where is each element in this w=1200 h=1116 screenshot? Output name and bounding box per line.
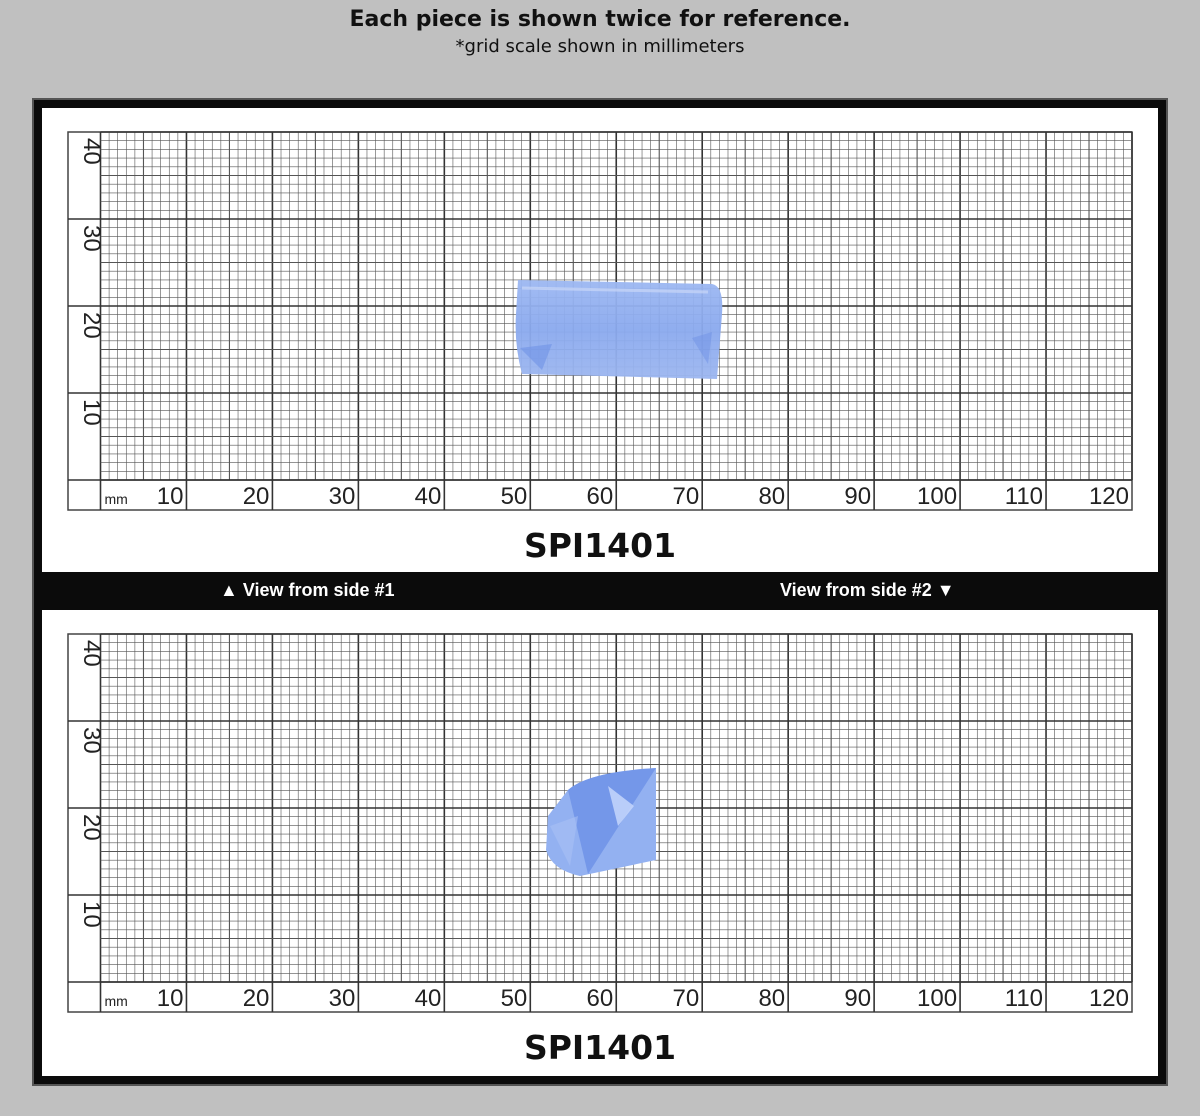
- x-tick-label: 30: [328, 483, 356, 510]
- x-tick-label: 80: [758, 985, 786, 1012]
- x-tick-label: 70: [672, 483, 700, 510]
- x-tick-label: 70: [672, 985, 700, 1012]
- x-tick-label: 90: [844, 483, 872, 510]
- page-title: Each piece is shown twice for reference.: [349, 7, 851, 32]
- x-tick-label: 90: [844, 985, 872, 1012]
- sku-label: SPI1401: [523, 1028, 677, 1067]
- x-tick-label: 40: [414, 483, 442, 510]
- y-tick-label: 20: [78, 312, 105, 339]
- y-tick-label: 10: [78, 901, 105, 928]
- x-tick-label: 10: [156, 985, 184, 1012]
- view-side-1-label: ▲ View from side #1: [220, 580, 395, 600]
- gem-photo-side-1: [512, 274, 724, 384]
- x-tick-label: 100: [917, 483, 958, 510]
- y-tick-label: 30: [78, 727, 105, 754]
- page-subtitle: *grid scale shown in millimeters: [455, 36, 745, 57]
- x-tick-label: 60: [586, 483, 614, 510]
- x-tick-label: 110: [1004, 985, 1044, 1012]
- view-side-2-label: View from side #2 ▼: [780, 580, 955, 600]
- x-tick-label: 30: [328, 985, 356, 1012]
- y-tick-label: 10: [78, 399, 105, 426]
- gem-photo-side-2: [538, 766, 664, 878]
- x-tick-label: 110: [1004, 483, 1044, 510]
- x-tick-label: 60: [586, 985, 614, 1012]
- x-tick-label: 20: [242, 985, 270, 1012]
- x-tick-label: 120: [1088, 985, 1129, 1012]
- sku-label: SPI1401: [523, 526, 677, 565]
- x-tick-label: 10: [156, 483, 184, 510]
- y-tick-label: 20: [78, 814, 105, 841]
- panel-side-1: [42, 108, 1158, 572]
- x-tick-label: 100: [917, 985, 958, 1012]
- x-tick-label: 20: [242, 483, 270, 510]
- x-tick-label: 50: [500, 985, 528, 1012]
- y-tick-label: 40: [78, 640, 105, 667]
- x-tick-label: 40: [414, 985, 442, 1012]
- x-tick-label: 120: [1088, 483, 1129, 510]
- y-tick-label: 30: [78, 225, 105, 252]
- y-tick-label: 40: [78, 138, 105, 165]
- x-tick-label: 80: [758, 483, 786, 510]
- panel-side-2: [42, 610, 1158, 1076]
- unit-label: mm: [104, 491, 128, 507]
- x-tick-label: 50: [500, 483, 528, 510]
- unit-label: mm: [104, 993, 128, 1009]
- photo-frame: [32, 98, 1168, 1086]
